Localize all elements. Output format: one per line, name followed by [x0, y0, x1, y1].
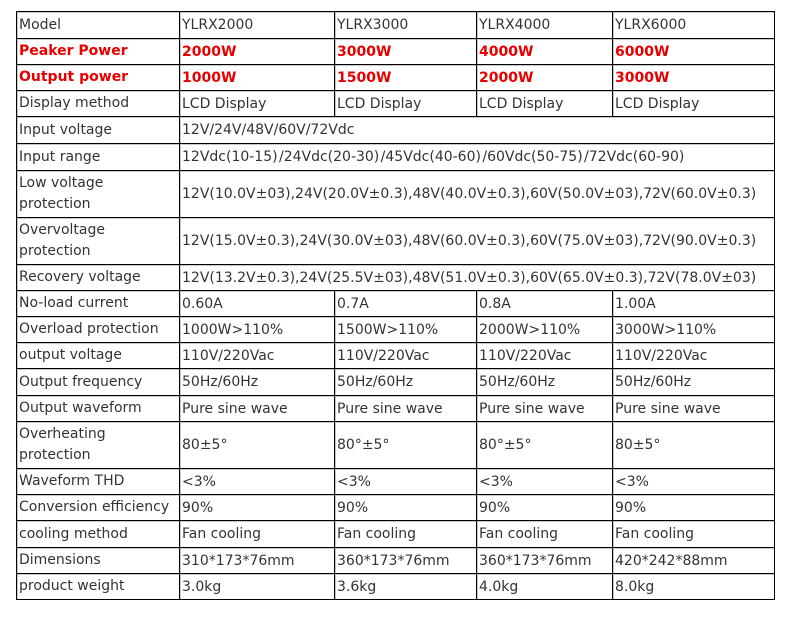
display-method-ylrx6000: LCD Display — [613, 91, 775, 117]
output-power-ylrx3000: 1500W — [335, 65, 477, 91]
label-output-voltage: output voltage — [17, 343, 180, 369]
output-frequency-ylrx2000: 50Hz/60Hz — [180, 369, 335, 396]
row-dimensions — [17, 548, 775, 574]
row-output-waveform — [17, 396, 775, 422]
model-ylrx2000: YLRX2000 — [180, 12, 335, 39]
label-conversion-efficiency: Conversion efficiency — [17, 495, 180, 521]
peaker-power-ylrx3000: 3000W — [335, 39, 477, 65]
row-model — [17, 12, 775, 39]
no-load-current-ylrx2000: 0.60A — [180, 291, 335, 317]
label-output-frequency: Output frequency — [17, 369, 180, 396]
row-output-voltage — [17, 343, 775, 369]
label-dimensions: Dimensions — [17, 548, 180, 574]
output-waveform-ylrx4000: Pure sine wave — [477, 396, 613, 422]
waveform-thd-ylrx4000: <3% — [477, 469, 613, 495]
overheating-protection-ylrx6000: 80±5° — [613, 422, 775, 469]
no-load-current-ylrx4000: 0.8A — [477, 291, 613, 317]
row-input-voltage — [17, 117, 775, 144]
recovery-voltage-value: 12V(13.2V±0.3),24V(25.5V±03),48V(51.0V±0.3),60V(65.0V±0.3),72V(78.0V±03) — [180, 265, 775, 291]
label-output-power: Output power — [17, 65, 180, 91]
product-weight-ylrx6000: 8.0kg — [613, 574, 775, 600]
overvoltage-protection-value: 12V(15.0V±0.3),24V(30.0V±03),48V(60.0V±0.3),60V(75.0V±03),72V(90.0V±0.3) — [180, 218, 775, 265]
overload-protection-ylrx3000: 1500W>110% — [335, 317, 477, 343]
output-frequency-ylrx4000: 50Hz/60Hz — [477, 369, 613, 396]
label-display-method: Display method — [17, 91, 180, 117]
conversion-efficiency-ylrx6000: 90% — [613, 495, 775, 521]
waveform-thd-ylrx3000: <3% — [335, 469, 477, 495]
model-ylrx4000: YLRX4000 — [477, 12, 613, 39]
cooling-method-ylrx2000: Fan cooling — [180, 521, 335, 548]
row-output-frequency — [17, 369, 775, 396]
label-model: Model — [17, 12, 180, 39]
display-method-ylrx2000: LCD Display — [180, 91, 335, 117]
row-output-power — [17, 65, 775, 91]
cooling-method-ylrx3000: Fan cooling — [335, 521, 477, 548]
model-ylrx6000: YLRX6000 — [613, 12, 775, 39]
waveform-thd-ylrx6000: <3% — [613, 469, 775, 495]
input-voltage-value: 12V/24V/48V/60V/72Vdc — [180, 117, 775, 144]
low-voltage-protection-value: 12V(10.0V±03),24V(20.0V±0.3),48V(40.0V±0.3),60V(50.0V±03),72V(60.0V±0.3) — [180, 171, 775, 218]
overheating-protection-ylrx4000: 80°±5° — [477, 422, 613, 469]
conversion-efficiency-ylrx2000: 90% — [180, 495, 335, 521]
model-ylrx3000: YLRX3000 — [335, 12, 477, 39]
dimensions-ylrx3000: 360*173*76mm — [335, 548, 477, 574]
label-output-waveform: Output waveform — [17, 396, 180, 422]
output-voltage-ylrx6000: 110V/220Vac — [613, 343, 775, 369]
peaker-power-ylrx4000: 4000W — [477, 39, 613, 65]
display-method-ylrx4000: LCD Display — [477, 91, 613, 117]
label-overload-protection: Overload protection — [17, 317, 180, 343]
output-waveform-ylrx6000: Pure sine wave — [613, 396, 775, 422]
cooling-method-ylrx6000: Fan cooling — [613, 521, 775, 548]
overheating-protection-ylrx3000: 80°±5° — [335, 422, 477, 469]
output-power-ylrx2000: 1000W — [180, 65, 335, 91]
overload-protection-ylrx2000: 1000W>110% — [180, 317, 335, 343]
label-peaker-power: Peaker Power — [17, 39, 180, 65]
conversion-efficiency-ylrx4000: 90% — [477, 495, 613, 521]
overheating-protection-ylrx2000: 80±5° — [180, 422, 335, 469]
row-overload-protection — [17, 317, 775, 343]
dimensions-ylrx6000: 420*242*88mm — [613, 548, 775, 574]
label-overheating-protection: Overheating protection — [17, 422, 180, 469]
row-overheating-protection — [17, 422, 775, 469]
label-no-load-current: No-load current — [17, 291, 180, 317]
peaker-power-ylrx2000: 2000W — [180, 39, 335, 65]
output-waveform-ylrx3000: Pure sine wave — [335, 396, 477, 422]
display-method-ylrx3000: LCD Display — [335, 91, 477, 117]
row-peaker-power — [17, 39, 775, 65]
product-weight-ylrx4000: 4.0kg — [477, 574, 613, 600]
row-cooling-method — [17, 521, 775, 548]
output-power-ylrx6000: 3000W — [613, 65, 775, 91]
output-waveform-ylrx2000: Pure sine wave — [180, 396, 335, 422]
input-range-value: 12Vdc(10-15) /24Vdc(20-30) /45Vdc(40-60) /60Vdc(50-75) /72Vdc(60-90) — [180, 144, 775, 171]
output-voltage-ylrx2000: 110V/220Vac — [180, 343, 335, 369]
row-display-method — [17, 91, 775, 117]
output-voltage-ylrx3000: 110V/220Vac — [335, 343, 477, 369]
output-frequency-ylrx3000: 50Hz/60Hz — [335, 369, 477, 396]
dimensions-ylrx2000: 310*173*76mm — [180, 548, 335, 574]
row-conversion-efficiency — [17, 495, 775, 521]
output-frequency-ylrx6000: 50Hz/60Hz — [613, 369, 775, 396]
peaker-power-ylrx6000: 6000W — [613, 39, 775, 65]
conversion-efficiency-ylrx3000: 90% — [335, 495, 477, 521]
row-overvoltage-protection — [17, 218, 775, 265]
output-power-ylrx4000: 2000W — [477, 65, 613, 91]
overload-protection-ylrx6000: 3000W>110% — [613, 317, 775, 343]
row-low-voltage-protection — [17, 171, 775, 218]
label-input-range: Input range — [17, 144, 180, 171]
row-recovery-voltage — [17, 265, 775, 291]
label-waveform-thd: Waveform THD — [17, 469, 180, 495]
dimensions-ylrx4000: 360*173*76mm — [477, 548, 613, 574]
waveform-thd-ylrx2000: <3% — [180, 469, 335, 495]
cooling-method-ylrx4000: Fan cooling — [477, 521, 613, 548]
row-input-range — [17, 144, 775, 171]
output-voltage-ylrx4000: 110V/220Vac — [477, 343, 613, 369]
row-no-load-current — [17, 291, 775, 317]
row-product-weight — [17, 574, 775, 600]
label-overvoltage-protection: Overvoltage protection — [17, 218, 180, 265]
product-weight-ylrx2000: 3.0kg — [180, 574, 335, 600]
no-load-current-ylrx3000: 0.7A — [335, 291, 477, 317]
spec-table — [16, 11, 775, 600]
label-low-voltage-protection: Low voltage protection — [17, 171, 180, 218]
label-cooling-method: cooling method — [17, 521, 180, 548]
no-load-current-ylrx6000: 1.00A — [613, 291, 775, 317]
label-product-weight: product weight — [17, 574, 180, 600]
overload-protection-ylrx4000: 2000W>110% — [477, 317, 613, 343]
row-waveform-thd — [17, 469, 775, 495]
product-weight-ylrx3000: 3.6kg — [335, 574, 477, 600]
label-recovery-voltage: Recovery voltage — [17, 265, 180, 291]
label-input-voltage: Input voltage — [17, 117, 180, 144]
